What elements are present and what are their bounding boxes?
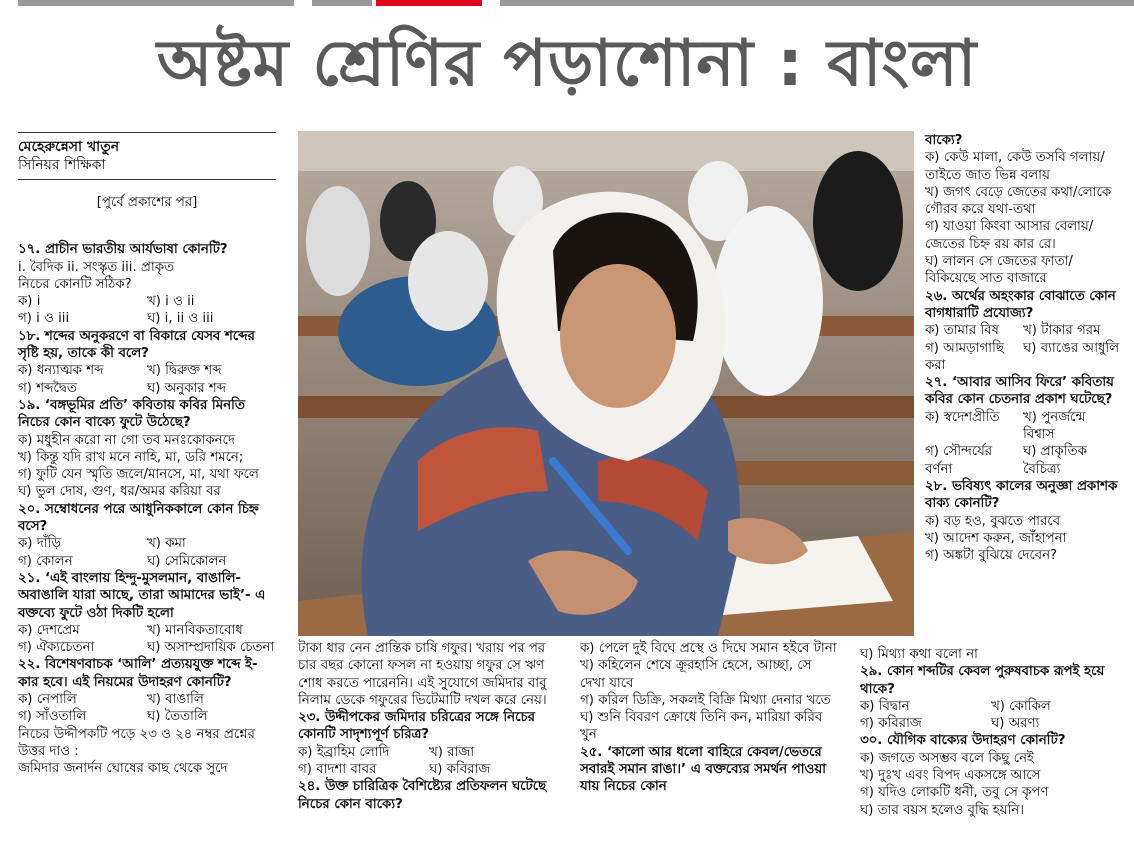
question-24: ২৪. উক্ত চারিত্রিক বৈশিষ্ট্যের প্রতিফলন ঘটেছে নিচের কোন বাক্যে? — [298, 779, 547, 812]
column-1 — [18, 132, 276, 778]
option: খ) বাঙালি — [147, 692, 204, 708]
question-text: i. বৈদিক ii. সংস্কৃত iii. প্রাকৃত — [18, 259, 174, 275]
option: গ) যাওয়া কিংবা আসার বেলায়/জেতের চিহ্ন রয় কার রে। — [925, 219, 1094, 252]
option: গ) সাঁওতালি — [18, 709, 87, 725]
option: খ) টাকার গরম — [1023, 323, 1101, 339]
option: ঘ) মিথ্যা কথা বলো না — [860, 647, 978, 662]
question-22: ২২. বিশেষণবাচক ‘আলি’ প্রত্যয়যুক্ত শব্দে ই-কার হবে। এই নিয়মের উদাহরণ কোনটি? — [18, 657, 258, 690]
question-21: ২১. ‘এই বাংলায় হিন্দু-মুসলমান, বাঙালি-অবাঙালি যারা আছে, তারা আমাদের ভাই’- এ বক্তব্যে ফুটে ওঠা দিকটি হলো — [18, 570, 266, 621]
option: খ) মানবিকতাবোধ — [147, 622, 243, 638]
column-2 — [298, 640, 560, 813]
page-title: অষ্টম শ্রেণির পড়াশোনা : বাংলা — [156, 27, 978, 101]
passage-text: টাকা ধার নেন প্রান্তিক চাষি গফুর। খরায় পর পর চার বছর কোনো ফসল না হওয়ায় গফুর সে ঋণ শোধ করতে পারেননি। এই সুযোগে জমিদার বাবু নিলাম ডেকে গফুরের ভিটেমাটি দখল করে নেয়। — [298, 641, 547, 708]
option: ঘ) ভুল দোষ, গুণ, ধর/অমর করিয়া বর — [18, 484, 221, 500]
option: ঘ) তার বয়স হলেও বুদ্ধি হয়নি। — [860, 802, 1024, 818]
passage-instruction: নিচের উদ্দীপকটি পড়ে ২৩ ও ২৪ নম্বর প্রশ্নের উত্তর দাও : — [18, 726, 255, 759]
option: গ) সৌন্দর্যের বর্ণনা — [925, 444, 993, 477]
option: গ) কোলন — [18, 553, 73, 569]
option: ক) তামার বিষ — [925, 323, 999, 339]
option: গ) ঐক্যচেতনা — [18, 640, 95, 656]
option: ঘ) কবিরাজ — [429, 762, 491, 778]
option: ক) ধন্যাত্মক শব্দ — [18, 363, 104, 379]
option: খ) কহিলেন শেষে ক্রূরহাসি হেসে, আচ্ছা, সে দেখা যাবে — [580, 658, 812, 691]
option: ঘ) লালন সে জেতের ফাতা/বিকিয়েছে সাত বাজারে — [925, 254, 1073, 287]
question-25: ২৫. ‘কালো আর ধলো বাহিরে কেবল/ভেতরে সবারই সমান রাঙা।’ এ বক্তব্যের সমর্থন পাওয়া যায় নিচের কোন — [580, 744, 827, 795]
option: খ) আদেশ করুন, জাঁহাপনা — [925, 530, 1067, 546]
question-18: ১৮. শব্দের অনুকরণে বা বিকারে যেসব শব্দের সৃষ্টি হয়, তাকে কী বলে? — [18, 328, 255, 362]
option: খ) দ্বিরুক্ত শব্দ — [147, 363, 222, 379]
option: ক) দেশপ্রেম — [18, 622, 80, 638]
option: ঘ) ব্যাঙের আধুলি — [1023, 340, 1120, 356]
column-4 — [925, 132, 1121, 564]
option: খ) কোকিল — [991, 698, 1051, 714]
option: গ) অঙ্কটা বুঝিয়ে দেবেন? — [925, 548, 1058, 564]
question-28: ২৮. ভবিষ্যৎ কালের অনুজ্ঞা প্রকাশক বাক্য কোনটি? — [925, 478, 1118, 512]
byline — [18, 132, 276, 180]
option: গ) করিল ডিক্রি, সকলই বিক্রি মিথ্যা দেনার খতে — [580, 692, 831, 708]
question-23: ২৩. উদ্দীপকের জমিদার চরিত্রের সঙ্গে নিচের কোনটি সাদৃশ্যপূর্ণ চরিত্র? — [298, 710, 535, 743]
option: ক) স্বদেশপ্রীতি — [925, 409, 1000, 425]
author-name: মেহেরুন্নেসা খাতুন — [18, 139, 120, 155]
option: গ) শব্দদ্বৈত — [18, 380, 77, 396]
option: খ) i ও ii — [147, 294, 195, 310]
option: ঘ) অসাম্প্রদায়িক চেতনা — [147, 640, 275, 656]
option: ক) নেপালি — [18, 692, 77, 708]
option: খ) রাজা — [429, 744, 475, 760]
option: ক) কেউ মালা, কেউ তসবি গলায়/তাইতে জাত ভিন্ন বলায় — [925, 150, 1105, 183]
question-17: ১৭. প্রাচীন ভারতীয় আর্যভাষা কোনটি? — [18, 242, 228, 258]
question-20: ২০. সম্বোধনের পরে আধুনিককালে কোন চিহ্ন বসে? — [18, 501, 259, 535]
option: ক) i — [18, 294, 41, 310]
option: ঘ) তৈতালি — [147, 709, 208, 725]
option: ঘ) অনুকার শব্দ — [147, 380, 226, 396]
option: খ) কমা — [147, 536, 186, 552]
continued-note: [পুর্বে প্রকাশের পর] — [96, 195, 198, 210]
option: গ) i ও iii — [18, 311, 70, 327]
column-5 — [860, 646, 1122, 819]
passage-text: জমিদার জনার্দন ঘোষের কাছ থেকে সুদে — [18, 761, 228, 777]
option: খ) জগৎ বেড়ে জেতের কথা/লোকে গৌরব করে যথা-তথা — [925, 184, 1112, 218]
top-rule-accent — [376, 0, 482, 6]
option: খ) পুনর্জন্মে বিশ্বাস — [1023, 409, 1086, 443]
option: ক) বড় হও, বুঝতে পারবে — [925, 513, 1061, 529]
option: ক) দাঁড়ি — [18, 536, 61, 552]
question-26: ২৬. অর্থের অহংকার বোঝাতে কোন বাগধারাটি প্রযোজ্য? — [925, 288, 1116, 321]
question-19: ১৯. ‘বঙ্গভূমির প্রতি’ কবিতায় কবির মিনতি নিচের কোন বাক্যে ফুটে উঠেছে? — [18, 397, 245, 431]
author-designation: সিনিয়র শিক্ষিকা — [18, 157, 106, 173]
column-3 — [580, 640, 838, 796]
option: ক) মধুহীন করো না গো তব মনঃকোকনদে — [18, 432, 235, 448]
top-rule — [18, 0, 294, 6]
question-30: ৩০. যৌগিক বাক্যের উদাহরণ কোনটি? — [860, 733, 1066, 749]
option: গ) বাদশা বাবর — [298, 762, 377, 778]
option: খ) কিন্তু যদি রাখ মনে নাহি, মা, ডরি শমনে; — [18, 449, 244, 465]
question-29: ২৯. কোন শব্দটির কেবল পুরুষবাচক রূপই হয়ে থাকে? — [860, 664, 1105, 697]
option: গ) ফুটি যেন স্মৃতি জলে/মানসে, মা, যথা ফলে — [18, 467, 259, 483]
option: খ) দুঃখ এবং বিপদ একসঙ্গে আসে — [860, 768, 1041, 784]
option: ঘ) i, ii ও iii — [147, 311, 214, 327]
option: গ) যদিও লোকটি ধনী, তবু সে কৃপণ — [860, 785, 1049, 801]
question-27: ২৭. ‘আবার আসিব ফিরে’ কবিতায় কবির কোন চেতনার প্রকাশ ঘটেছে? — [925, 375, 1114, 408]
option: ক) জগতে অসম্ভব বলে কিছু নেই — [860, 750, 1034, 766]
question-text: নিচের কোনটি সঠিক? — [18, 276, 132, 292]
photo-illustration — [298, 131, 914, 636]
exam-hall-photo — [298, 131, 914, 636]
option: গ) কবিরাজ — [860, 716, 922, 732]
top-rule — [500, 0, 1134, 6]
option: ঘ) অরণ্য — [991, 716, 1040, 732]
option: ঘ) শুনি বিবরণ ক্রোধে তিনি কন, মারিয়া করিব খুন — [580, 710, 823, 743]
option: ক) ইব্রাহিম লোদি — [298, 744, 390, 760]
top-rule — [312, 0, 372, 6]
question-25-cont: বাক্যে? — [925, 133, 963, 148]
option: ক) পেলে দুই বিঘে প্রস্থে ও দিঘে সমান হইবে টানা — [580, 641, 837, 656]
option: ঘ) সেমিকোলন — [147, 553, 227, 569]
option: গ) আমড়াগাছি করা — [925, 340, 1004, 373]
option: ক) বিদ্বান — [860, 698, 910, 714]
option: ঘ) প্রাকৃতিক বৈচিত্র্য — [1023, 444, 1087, 477]
